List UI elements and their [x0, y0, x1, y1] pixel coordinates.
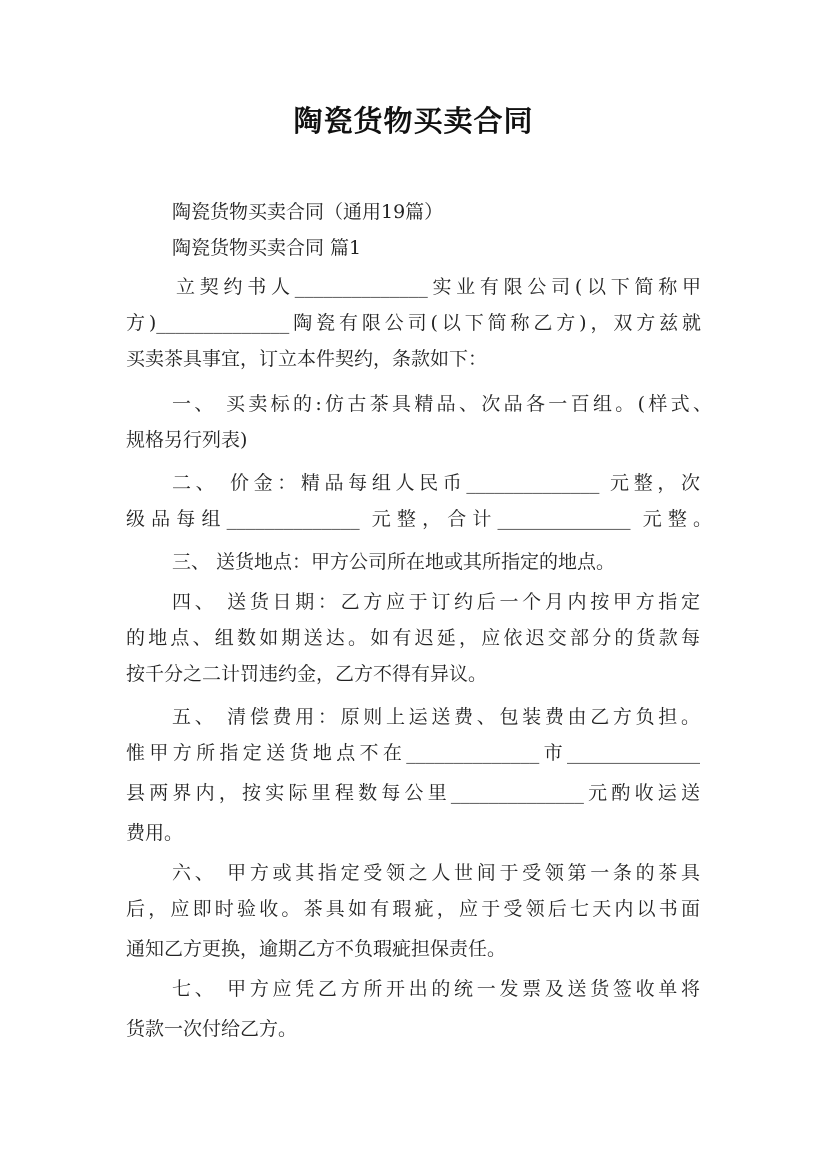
paragraph-line: 方)______________陶瓷有限公司(以下简称乙方)，双方兹就	[126, 312, 701, 334]
clause-line: 三、 送货地点：甲方公司所在地或其所指定的地点。	[172, 551, 616, 573]
clause-line: 级品每组______________ 元整，合计______________ 元整。	[126, 508, 712, 530]
clause-line: 货款一次付给乙方。	[126, 1018, 298, 1040]
clause-line: 二、 价金：精品每组人民币______________ 元整，次	[172, 472, 700, 494]
clause-line: 惟甲方所指定送货地点不在______________市______________	[126, 742, 700, 764]
clause-line: 四、 送货日期：乙方应于订约后一个月内按甲方指定	[172, 591, 700, 613]
clause-line: 费用。	[126, 822, 184, 844]
clause-line: 通知乙方更换，逾期乙方不负瑕疵担保责任。	[126, 938, 507, 960]
paragraph-line: 买卖茶具事宜，订立本件契约，条款如下：	[126, 348, 488, 370]
subtitle-line: 陶瓷货物买卖合同（通用19篇）	[172, 201, 444, 223]
clause-line: 规格另行列表)	[126, 429, 248, 451]
clause-line: 一、 买卖标的:仿古茶具精品、次品各一百组。(样式、	[172, 393, 712, 415]
clause-line: 按千分之二计罚违约金，乙方不得有异议。	[126, 663, 488, 685]
clause-line: 县两界内，按实际里程数每公里______________元酌收运送	[126, 782, 700, 804]
clause-line: 七、 甲方应凭乙方所开出的统一发票及送货签收单将	[172, 978, 700, 1000]
clause-line: 五、 清偿费用：原则上运送费、包装费由乙方负担。	[172, 706, 700, 728]
document-title: 陶瓷货物买卖合同	[293, 104, 534, 138]
clause-line: 六、 甲方或其指定受领之人世间于受领第一条的茶具	[172, 862, 700, 884]
clause-line: 的地点、组数如期送达。如有迟延，应依迟交部分的货款每	[126, 627, 700, 649]
paragraph-line: 立契约书人______________实业有限公司(以下简称甲	[176, 276, 701, 298]
clause-line: 后，应即时验收。茶具如有瑕疵，应于受领后七天内以书面	[126, 898, 700, 920]
section-heading: 陶瓷货物买卖合同 篇1	[172, 237, 362, 259]
